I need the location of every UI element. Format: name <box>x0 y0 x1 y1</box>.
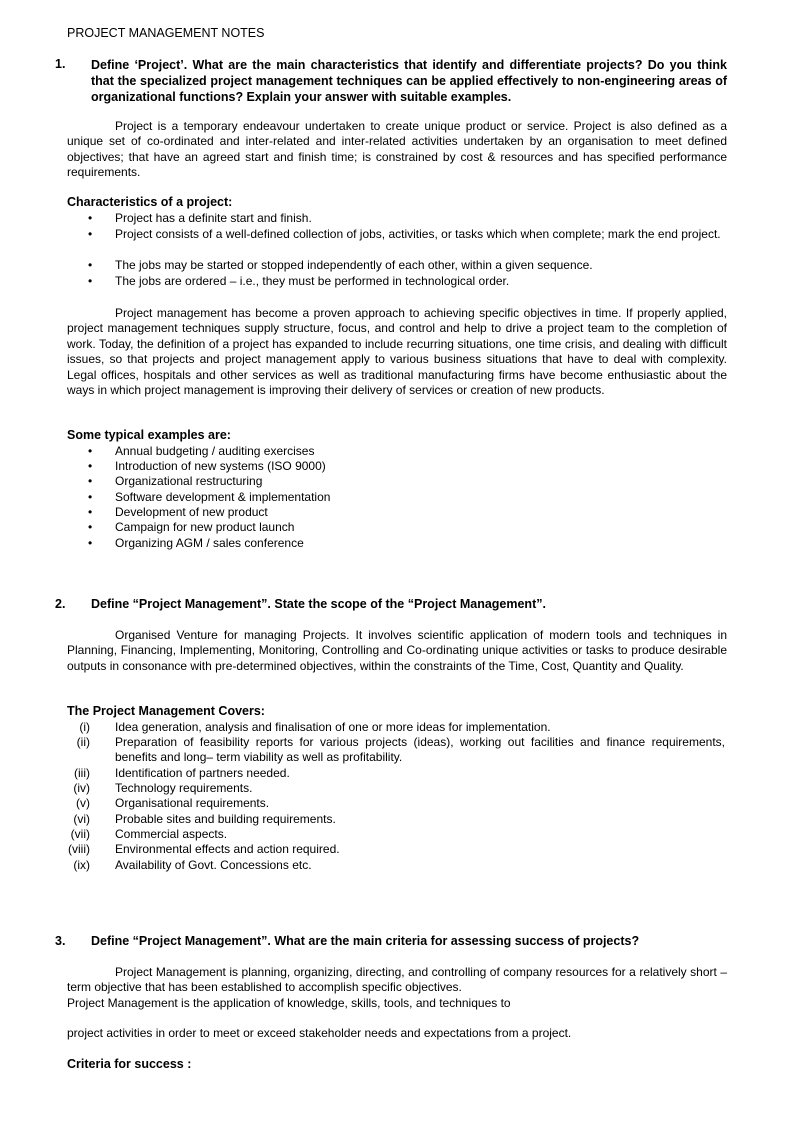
pm-application-line: Project Management is the application of knowledge, skills, tools, and techniques to <box>67 996 511 1010</box>
covers-item: Preparation of feasibility reports for various projects (ideas), working out facilities and finance requirements, benefits and long– term viability as well as profitability. <box>115 735 725 765</box>
question-2-number: 2. <box>55 597 66 611</box>
bullet-icon: • <box>88 536 93 550</box>
project-management-paragraph: Project management has become a proven approach to achieving specific objectives in time. If properly applied, project management techniques supply structure, focus, and control and help to drive a project team to the completion of work. Today, the definition of a project has expanded to include recurring situations, one time crisis, and dealing with difficult issues, so that projects and project management apply to various business situations that have to deal with complexity. Legal offices, hospitals and other services as well as traditional manufacturing firms have become enthusiastic about the ways in which project management is improving their delivery of services or creation of new products. <box>67 306 727 398</box>
example-item: Organizational restructuring <box>115 474 263 488</box>
example-item: Annual budgeting / auditing exercises <box>115 444 315 458</box>
roman-numeral: (vii) <box>70 827 90 841</box>
roman-numeral: (viii) <box>68 842 90 856</box>
covers-item: Organisational requirements. <box>115 796 270 810</box>
project-definition-paragraph: Project is a temporary endeavour undertaken to create unique product or service. Project is also defined as a unique set of co-ordinated and inter-related and inter-related activities undertaken by an organisation to meet defined objectives; that have an agreed start and finish time; is constrained by cost & resources and has specified performance requirements. <box>67 119 727 180</box>
characteristics-heading: Characteristics of a project: <box>67 195 233 209</box>
bullet-icon: • <box>88 444 93 458</box>
bullet-icon: • <box>88 490 93 504</box>
bullet-icon: • <box>88 211 93 225</box>
question-2-text: Define “Project Management”. State the scope of the “Project Management”. <box>91 597 546 611</box>
roman-numeral: (vi) <box>73 812 90 826</box>
roman-numeral: (i) <box>79 720 90 734</box>
characteristic-item: Project consists of a well-defined collection of jobs, activities, or tasks which when complete; mark the end project. <box>115 227 721 241</box>
question-1-number: 1. <box>55 57 66 71</box>
covers-item: Technology requirements. <box>115 781 253 795</box>
bullet-icon: • <box>88 258 93 272</box>
covers-item: Availability of Govt. Concessions etc. <box>115 858 312 872</box>
pm-activities-line: project activities in order to meet or exceed stakeholder needs and expectations from a project. <box>67 1026 572 1040</box>
characteristic-item: The jobs may be started or stopped independently of each other, within a given sequence. <box>115 258 593 272</box>
covers-item: Identification of partners needed. <box>115 766 290 780</box>
roman-numeral: (ix) <box>73 858 90 872</box>
example-item: Organizing AGM / sales conference <box>115 536 304 550</box>
bullet-icon: • <box>88 459 93 473</box>
characteristic-item: The jobs are ordered – i.e., they must be performed in technological order. <box>115 274 510 288</box>
question-1-text: Define ‘Project’. What are the main characteristics that identify and differentiate projects? Do you think that the specialized project management techniques can be applied effectively to non-engineering areas of organizational functions? Explain your answer with suitable examples. <box>91 58 727 104</box>
roman-numeral: (iv) <box>73 781 90 795</box>
covers-item: Probable sites and building requirements. <box>115 812 336 826</box>
covers-heading: The Project Management Covers: <box>67 704 265 718</box>
example-item: Campaign for new product launch <box>115 520 295 534</box>
bullet-icon: • <box>88 274 93 288</box>
roman-numeral: (ii) <box>76 735 90 749</box>
bullet-icon: • <box>88 520 93 534</box>
characteristic-item: Project has a definite start and finish. <box>115 211 312 225</box>
bullet-icon: • <box>88 227 93 241</box>
example-item: Software development & implementation <box>115 490 331 504</box>
roman-numeral: (iii) <box>74 766 90 780</box>
scope-definition-paragraph: Organised Venture for managing Projects. It involves scientific application of modern tools and techniques in Planning, Financing, Implementing, Monitoring, Controlling and Co-ordinating unique activities or tasks to produce desirable outputs in consonance with pre-determined objectives, within the constraints of the Time, Cost, Quantity and Quality. <box>67 628 727 673</box>
covers-item: Environmental effects and action required. <box>115 842 340 856</box>
roman-numeral: (v) <box>76 796 90 810</box>
question-3-text: Define “Project Management”. What are the main criteria for assessing success of projects? <box>91 934 640 948</box>
criteria-heading: Criteria for success : <box>67 1057 192 1071</box>
bullet-icon: • <box>88 474 93 488</box>
bullet-icon: • <box>88 505 93 519</box>
covers-item: Idea generation, analysis and finalisation of one or more ideas for implementation. <box>115 720 551 734</box>
examples-heading: Some typical examples are: <box>67 428 231 442</box>
document-title: PROJECT MANAGEMENT NOTES <box>67 26 265 40</box>
example-item: Introduction of new systems (ISO 9000) <box>115 459 326 473</box>
example-item: Development of new product <box>115 505 268 519</box>
question-3-number: 3. <box>55 934 66 948</box>
covers-item: Commercial aspects. <box>115 827 228 841</box>
pm-definition-paragraph: Project Management is planning, organizing, directing, and controlling of company resources for a relatively short – term objective that has been established to accomplish specific objectives. <box>67 965 727 995</box>
